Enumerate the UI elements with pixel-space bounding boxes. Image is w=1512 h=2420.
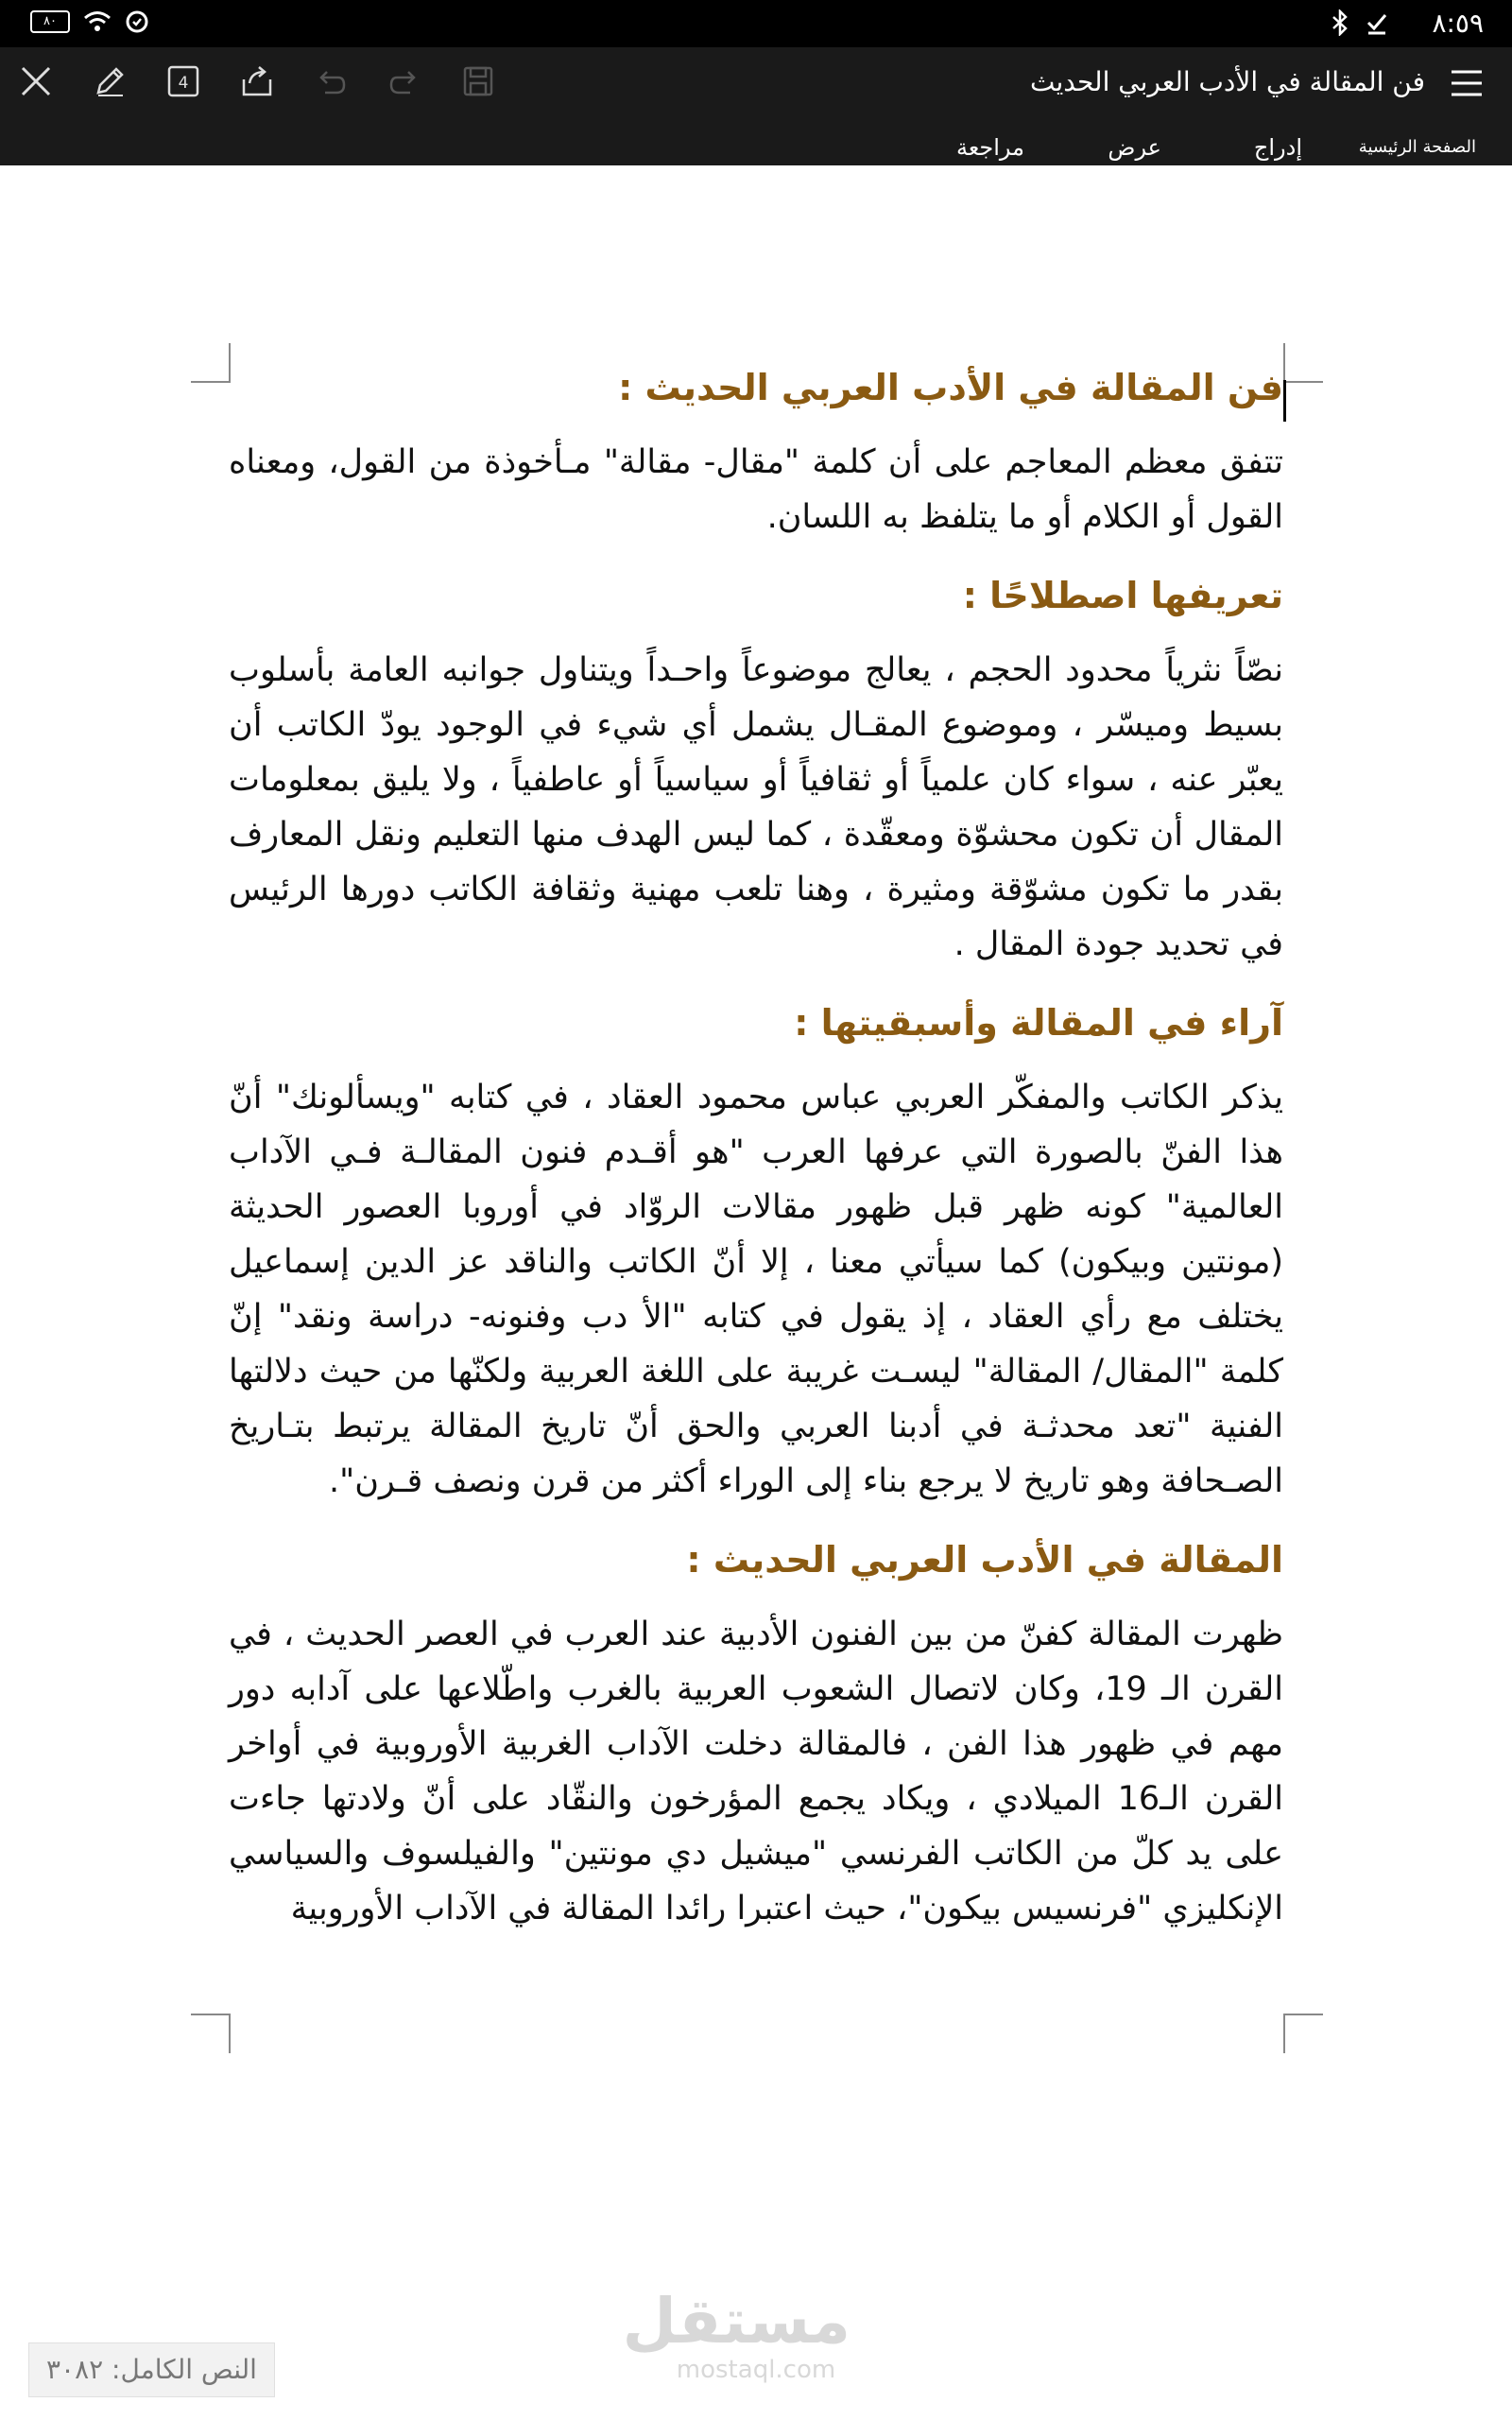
paragraph-terminology: نصّاً نثرياً محدود الحجم ، يعالج موضوعاً واحـداً ويتناول جوانبه العامة بأسلوب بسيط وميسّر ، وموضوع المقـال يشمل أي شيء في الوجود يودّ الكاتب أن يعبّر عنه ، سواء كان علمياً أو ثقافياً أو سياسياً أو عاطفياً ، ولا يليق بمعلومات المقال أن تكون محشوّة ومعقّدة ، كما ليس الهدف منها التعليم ونقل المعارف بقدر ما تكون مشوّقة ومثيرة ، وهنا تلعب مهنية وثقافة الكاتب دورها الرئيس في تحديد جودة المقال . xyxy=(229,651,1283,963)
word-count-indicator[interactable]: النص الكامل: ٣٠٨٢ xyxy=(28,2342,275,2397)
heading-opinions: آراء في المقالة وأسبقيتها : xyxy=(794,1002,1283,1044)
document-title: فن المقالة في الأدب العربي الحديث xyxy=(1029,66,1425,97)
tab-count-label: 4 xyxy=(178,74,189,93)
share-icon[interactable] xyxy=(238,62,276,100)
data-saver-icon xyxy=(125,9,149,34)
clipboard-check-icon xyxy=(1365,9,1389,36)
app-titlebar xyxy=(0,47,1512,165)
battery-level: ٨٠ xyxy=(43,14,57,28)
page-margin-marker xyxy=(1283,343,1323,383)
battery-icon xyxy=(30,10,70,33)
watermark-logo xyxy=(622,2285,850,2384)
undo-icon[interactable] xyxy=(312,62,350,100)
redo-icon[interactable] xyxy=(386,62,423,100)
toolbar xyxy=(17,62,497,100)
text-cursor xyxy=(1283,380,1286,422)
hamburger-menu-icon[interactable] xyxy=(1450,68,1484,102)
tab-insert[interactable]: إدراج xyxy=(1253,134,1302,161)
watermark-sub: mostaql.com xyxy=(676,2356,836,2384)
status-left-icons xyxy=(30,9,149,34)
paragraph-modern-essay: ظهرت المقالة كفنّ من بين الفنون الأدبية عند العرب في العصر الحديث ، في القرن الـ 19، وكان لاتصال الشعوب العربية بالغرب واطّلاعها على آدابه دور مهم في ظهور هذا الفن ، فالمقالة دخلت الآداب الغربية الأوروبية في أواخر القرن الـ16 الميلادي ، ويكاد يجمع المؤرخون والنقّاد على أنّ ولادتها جاءت على يد كلّ من الكاتب الفرنسي "ميشيل دي مونتين" والفيلسوف والسياسي الإنكليزي "فرنسيس بيكون"، حيث اعتبرا رائدا المقالة في الآداب الأوروبية xyxy=(229,1616,1283,1927)
tab-view[interactable]: عرض xyxy=(1108,134,1161,161)
document-page[interactable] xyxy=(0,165,1512,2420)
tab-count-icon[interactable] xyxy=(164,62,202,100)
page-margin-marker xyxy=(1283,2014,1323,2053)
pen-icon[interactable] xyxy=(91,62,129,100)
close-icon[interactable] xyxy=(17,62,55,100)
page-margin-marker xyxy=(191,343,231,383)
page-margin-marker xyxy=(191,2014,231,2053)
paragraph-definition-lexical: تتفق معظم المعاجم على أن كلمة "مقال- مقالة" مـأخوذة من القول، ومعناه القول أو الكلام أو ما يتلفظ به اللسان. xyxy=(229,443,1283,536)
watermark-main: مستقل xyxy=(622,2285,850,2358)
status-time: ٨:٥٩ xyxy=(1432,8,1484,39)
wifi-icon xyxy=(83,9,112,34)
save-icon[interactable] xyxy=(459,62,497,100)
heading-art-of-essay: فن المقالة في الأدب العربي الحديث : xyxy=(618,367,1283,408)
status-bar xyxy=(0,0,1512,47)
heading-terminology: تعريفها اصطلاحًا : xyxy=(962,575,1283,616)
document-body[interactable] xyxy=(229,359,1283,1959)
bluetooth-icon xyxy=(1329,9,1351,36)
tab-home[interactable]: الصفحة الرئيسية xyxy=(1358,137,1476,157)
status-right-icons xyxy=(1329,9,1389,36)
heading-modern-essay: المقالة في الأدب العربي الحديث : xyxy=(686,1539,1283,1581)
tab-review[interactable]: مراجعة xyxy=(955,134,1024,161)
paragraph-opinions: يذكر الكاتب والمفكّر العربي عباس محمود العقاد ، في كتابه "ويسألونك" أنّ هذا الفنّ بالصورة التي عرفها العرب "هو أقـدم فنون المقالـة فـي الآداب العالمية" كونه ظهر قبل ظهور مقالات الروّاد في أوروبا العصور الحديثة (مونتين وبيكون) كما سيأتي معنا ، إلا أنّ الكاتب والناقد عز الدين إسماعيل يختلف مع رأي العقاد ، إذ يقول في كتابه "الأ دب وفنونه- دراسة ونقد" إنّ كلمة "المقال/ المقالة" ليسـت غريبة على اللغة العربية ولكنّها من حيث دلالتها الفنية "تعد محدثـة في أدبنا العربي والحق أنّ تاريخ المقالة يرتبط بتـاريخ الصـحافة وهو تاريخ لا يرجع بناء إلى الوراء أكثر من قرن ونصف قـرن". xyxy=(229,1079,1283,1500)
